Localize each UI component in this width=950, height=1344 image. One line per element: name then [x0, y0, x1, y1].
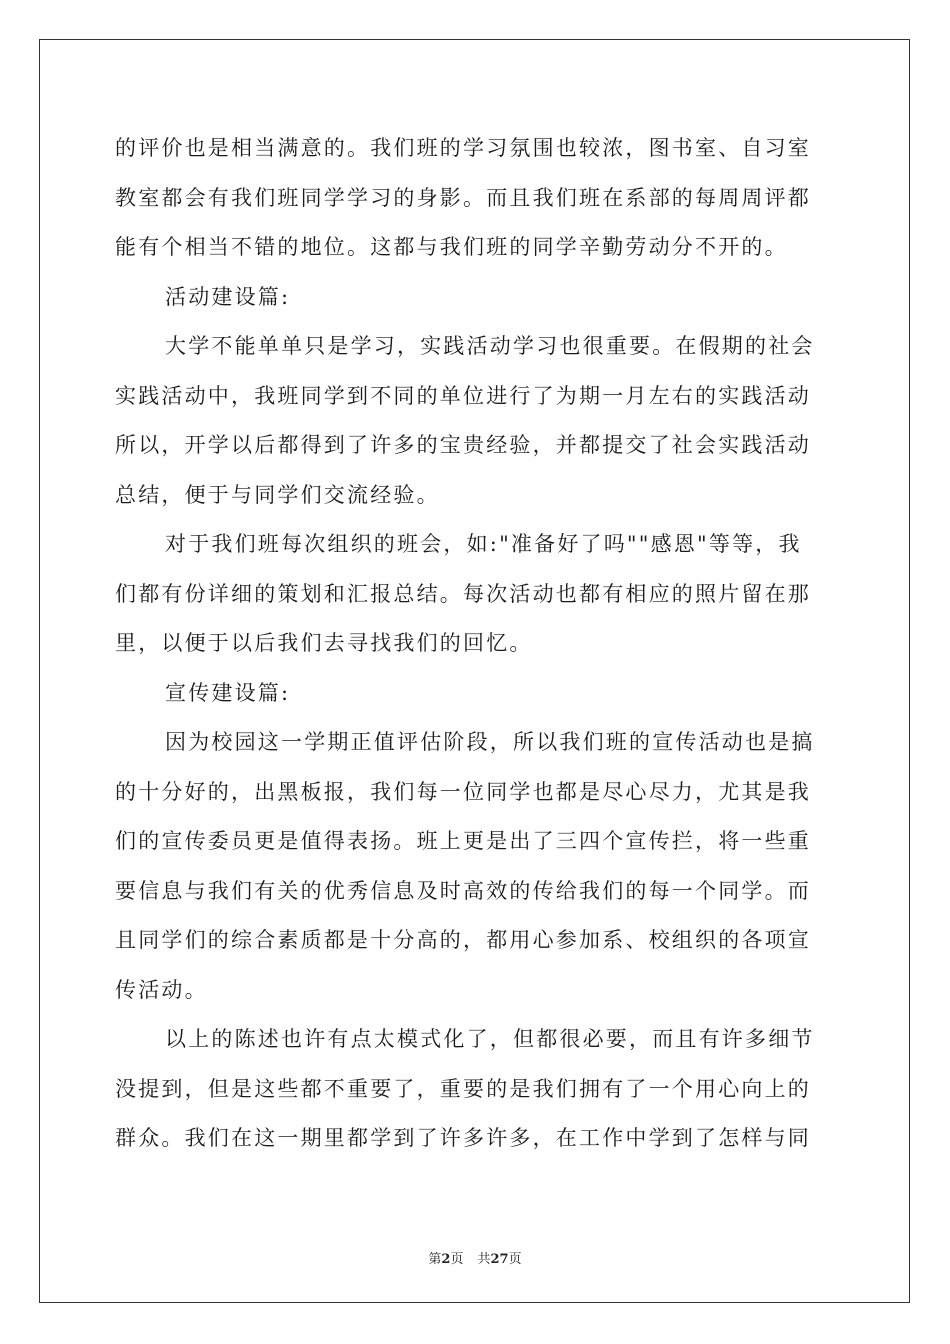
page-prefix: 第 — [428, 1252, 442, 1267]
text-line: 里，以便于以后我们去寻找我们的回忆。 — [115, 631, 533, 655]
text-line: 教室都会有我们班同学学习的身影。而且我们班在系部的每周周评都 — [115, 185, 811, 210]
text-line: 实践活动中，我班同学到不同的单位进行了为期一月左右的实践活动 — [115, 383, 811, 408]
text-line: 们的宣传委员更是值得表扬。班上更是出了三四个宣传拦，将一些重 — [115, 829, 811, 853]
text-line: 能有个相当不错的地位。这都与我们班的同学辛勤劳动分不开的。 — [115, 235, 788, 259]
text-line: 活动建设篇: — [165, 284, 291, 309]
text-line: 们都有份详细的策划和汇报总结。每次活动也都有相应的照片留在那 — [115, 581, 811, 606]
text-line: 的十分好的，出黑板报，我们每一位同学也都是尽心尽力，尤其是我 — [115, 779, 811, 804]
text-line: 群众。我们在这一期里都学到了许多许多，在工作中学到了怎样与同 — [115, 1126, 811, 1150]
text-line: 因为校园这一学期正值评估阶段，所以我们班的宣传活动也是搞 — [165, 730, 815, 754]
text-line: 没提到，但是这些都不重要了，重要的是我们拥有了一个用心向上的 — [115, 1076, 811, 1101]
page-suffix: 页 — [450, 1252, 464, 1267]
total-suffix: 页 — [508, 1252, 522, 1267]
page-number: 2 — [441, 1252, 451, 1267]
text-line: 且同学们的综合素质都是十分高的，都用心参加系、校组织的各项宣 — [115, 928, 811, 952]
text-line: 对于我们班每次组织的班会，如:"准备好了吗""感恩"等等，我 — [165, 532, 802, 556]
text-line: 以上的陈述也许有点太模式化了，但都很必要，而且有许多细节 — [165, 1027, 815, 1051]
page-footer — [0, 1248, 950, 1267]
total-pages: 27 — [490, 1252, 509, 1267]
text-line: 宣传建设篇: — [165, 680, 291, 705]
text-line: 的评价也是相当满意的。我们班的学习氛围也较浓，图书室、自习室 — [115, 136, 811, 160]
document-body — [115, 124, 835, 1164]
text-line: 总结，便于与同学们交流经验。 — [115, 482, 440, 507]
text-line: 传活动。 — [115, 977, 208, 1002]
text-line: 大学不能单单只是学习，实践活动学习也很重要。在假期的社会 — [165, 334, 815, 358]
total-prefix: 共 — [477, 1252, 491, 1267]
text-line: 要信息与我们有关的优秀信息及时高效的传给我们的每一个同学。而 — [115, 878, 811, 903]
text-line: 所以，开学以后都得到了许多的宝贵经验，并都提交了社会实践活动 — [115, 433, 811, 457]
